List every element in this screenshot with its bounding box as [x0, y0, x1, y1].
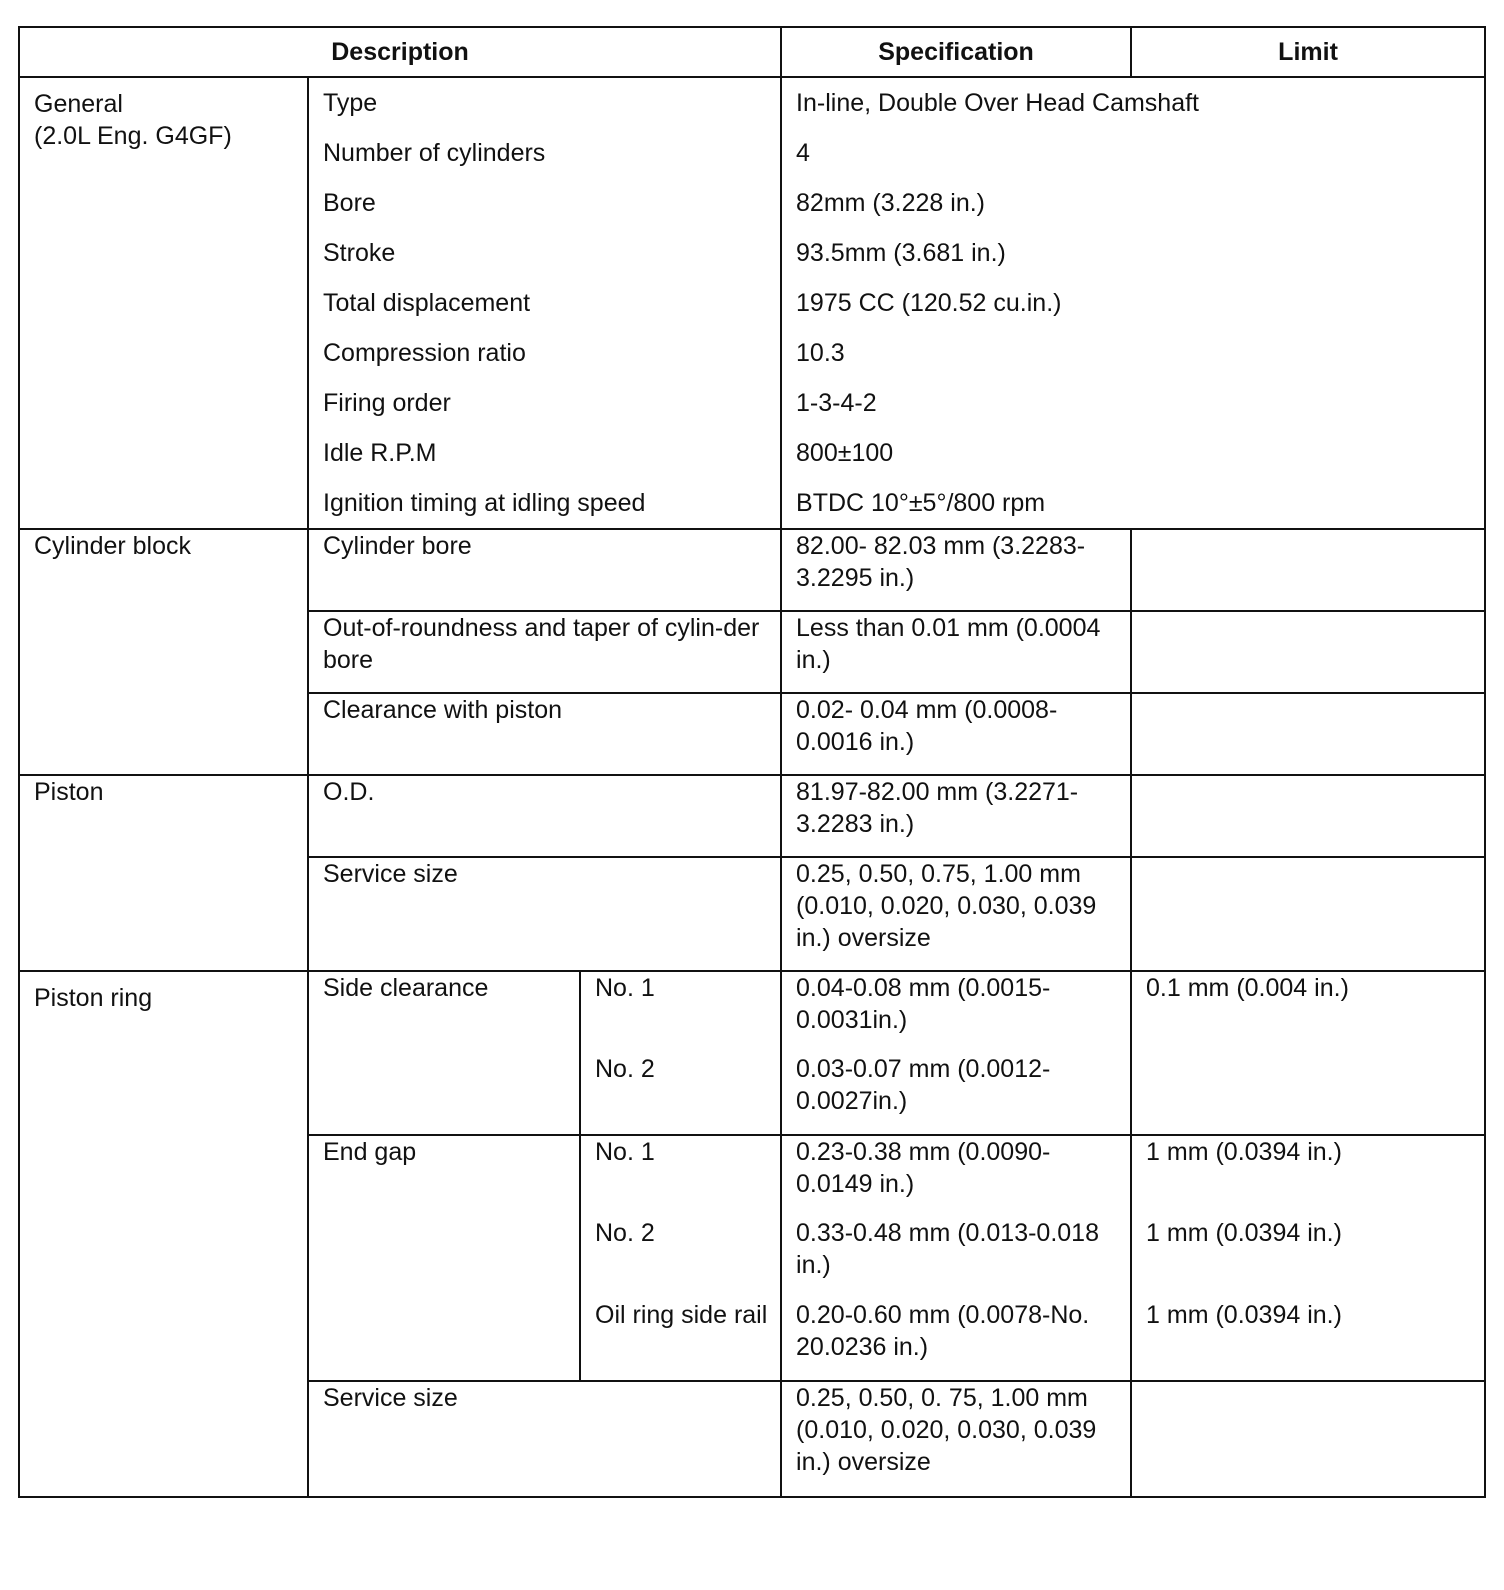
category-general-engine: (2.0L Eng. G4GF): [34, 122, 232, 150]
table-row: [19, 775, 1485, 857]
limit-end-gap-no2: 1 mm (0.0394 in.): [1131, 1217, 1485, 1299]
header-specification: Specification: [781, 27, 1131, 77]
limit-ring-service-size: [1131, 1381, 1485, 1497]
sub-side-clearance-no1: No. 1: [580, 971, 781, 1053]
limit-piston-service-size: [1131, 857, 1485, 971]
limit-clearance-piston: [1131, 693, 1485, 775]
spec-bore: 82mm (3.228 in.): [781, 178, 1485, 228]
spec-ignition-timing: BTDC 10°±5°/800 rpm: [781, 478, 1485, 529]
table-row: [19, 77, 1485, 128]
item-idle-rpm: Idle R.P.M: [308, 428, 781, 478]
spec-end-gap-no1: 0.23-0.38 mm (0.0090-0.0149 in.): [781, 1135, 1131, 1217]
limit-end-gap-no1: 1 mm (0.0394 in.): [1131, 1135, 1485, 1217]
spec-out-of-roundness: Less than 0.01 mm (0.0004 in.): [781, 611, 1131, 693]
item-ring-service-size: Service size: [308, 1381, 781, 1497]
table-row: [19, 971, 1485, 1053]
spec-side-clearance-no1: 0.04-0.08 mm (0.0015-0.0031in.): [781, 971, 1131, 1053]
header-description: Description: [19, 27, 781, 77]
item-displacement: Total displacement: [308, 278, 781, 328]
table-row: [19, 529, 1485, 611]
item-piston-service-size: Service size: [308, 857, 781, 971]
spec-clearance-piston: 0.02- 0.04 mm (0.0008-0.0016 in.): [781, 693, 1131, 775]
item-side-clearance: Side clearance: [308, 971, 580, 1135]
spec-idle-rpm: 800±100: [781, 428, 1485, 478]
spec-piston-service-size: 0.25, 0.50, 0.75, 1.00 mm (0.010, 0.020, 0.030, 0.039 in.) oversize: [781, 857, 1131, 971]
spec-side-clearance-no2: 0.03-0.07 mm (0.0012-0.0027in.): [781, 1053, 1131, 1135]
spec-end-gap-no2: 0.33-0.48 mm (0.013-0.018 in.): [781, 1217, 1131, 1299]
spec-displacement: 1975 CC (120.52 cu.in.): [781, 278, 1485, 328]
category-general-name: General: [34, 90, 123, 118]
category-piston: Piston: [19, 775, 308, 971]
spec-stroke: 93.5mm (3.681 in.): [781, 228, 1485, 278]
spec-compression: 10.3: [781, 328, 1485, 378]
limit-side-clearance-no2: [1131, 1053, 1485, 1135]
spec-cylinder-bore: 82.00- 82.03 mm (3.2283-3.2295 in.): [781, 529, 1131, 611]
header-limit: Limit: [1131, 27, 1485, 77]
item-compression: Compression ratio: [308, 328, 781, 378]
item-out-of-roundness: Out-of-roundness and taper of cylin-der bore: [308, 611, 781, 693]
spec-firing-order: 1-3-4-2: [781, 378, 1485, 428]
specification-table: [18, 26, 1486, 1498]
item-end-gap: End gap: [308, 1135, 580, 1381]
item-firing-order: Firing order: [308, 378, 781, 428]
item-ignition-timing: Ignition timing at idling speed: [308, 478, 781, 529]
sub-end-gap-oil-ring: Oil ring side rail: [580, 1299, 781, 1381]
category-cylinder-block: Cylinder block: [19, 529, 308, 775]
limit-piston-od: [1131, 775, 1485, 857]
item-cylinders: Number of cylinders: [308, 128, 781, 178]
limit-out-of-roundness: [1131, 611, 1485, 693]
limit-cylinder-bore: [1131, 529, 1485, 611]
sub-side-clearance-no2: No. 2: [580, 1053, 781, 1135]
category-piston-ring: Piston ring: [19, 971, 308, 1497]
item-type: Type: [308, 77, 781, 128]
item-stroke: Stroke: [308, 228, 781, 278]
spec-cylinders: 4: [781, 128, 1485, 178]
limit-end-gap-oil-ring: 1 mm (0.0394 in.): [1131, 1299, 1485, 1381]
sub-end-gap-no1: No. 1: [580, 1135, 781, 1217]
spec-end-gap-oil-ring: 0.20-0.60 mm (0.0078-No. 20.0236 in.): [781, 1299, 1131, 1381]
item-piston-od: O.D.: [308, 775, 781, 857]
category-general: [19, 77, 308, 529]
limit-side-clearance-no1: 0.1 mm (0.004 in.): [1131, 971, 1485, 1053]
item-bore: Bore: [308, 178, 781, 228]
spec-piston-od: 81.97-82.00 mm (3.2271-3.2283 in.): [781, 775, 1131, 857]
spec-type: In-line, Double Over Head Camshaft: [781, 77, 1485, 128]
item-cylinder-bore: Cylinder bore: [308, 529, 781, 611]
sub-end-gap-no2: No. 2: [580, 1217, 781, 1299]
spec-ring-service-size: 0.25, 0.50, 0. 75, 1.00 mm (0.010, 0.020, 0.030, 0.039 in.) oversize: [781, 1381, 1131, 1497]
item-clearance-piston: Clearance with piston: [308, 693, 781, 775]
